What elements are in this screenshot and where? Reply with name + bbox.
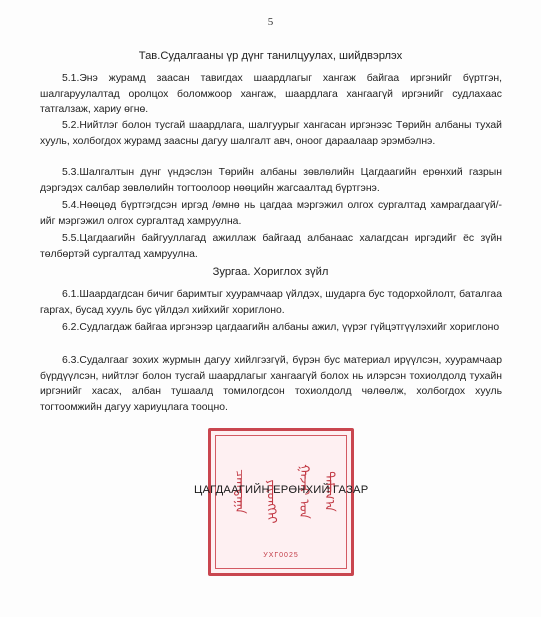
section-heading-5: Тав.Судалгааны үр дүнг танилцуулах, шийдвэрлэх [138, 50, 403, 62]
paragraph-5-5: 5.5.Цагдаагийн байгууллагад ажиллаж байгаад албанаас халагдсан иргэдийг ёс зүйн төлбөртэй сургалтад хамруулна. [40, 233, 502, 260]
section-heading-6: Зургаа. Хориглох зүйл [212, 266, 329, 278]
official-stamp [208, 428, 354, 576]
signature-organization: ЦАГДААГИЙН ЕРӨНХИЙ ГАЗАР [194, 484, 369, 496]
paragraph-6-3: 6.3.Судалгааг зохих журмын дагуу хийлгэзгүй, бүрэн бус материал ирүүлсэн, хуурамчаар бүрдүүлсэн, нийтлэг болон тусгай шаардлагыг хангаагүй болох нь илэрсэн тохиолдолд тухайн иргэнийг хасах, албан тушаалд томилогдсон тохиолдолд чөлөөлж, холбогдох хууль тогтоомжийн дагуу хариуцлага тооцно. [40, 355, 502, 413]
paragraph-6-2: 6.2.Судлагдаж байгаа иргэнээр цагдаагийн албаны ажил, үүрэг гүйцэтгүүлэхийг хориглоно [62, 322, 500, 333]
stamp-code: УХГ0025 [263, 552, 299, 559]
paragraph-5-3: 5.3.Шалгалтын дүнг үндэслэн Төрийн албаны зөвлөлийн Цагдаагийн ерөнхий газрын дэргэдэх салбар зөвлөлийн тогтоолоор нөөцийн жагсаалтад бүртгэнэ. [40, 167, 502, 194]
paragraph-5-2: 5.2.Нийтлэг болон тусгай шаардлага, шалгуурыг хангасан иргэнээс Төрийн албаны тухай хууль, холбогдох журамд заасны дагуу шалгалт авч, оноог дараалаар эрэмбэлнэ. [40, 120, 502, 147]
stamp-script-column: ᠲᠠᠮᠠᠭ᠎ᠠ [321, 470, 337, 512]
paragraph-5-1: 5.1.Энэ журамд заасан тавигдах шаардлагыг хангаж байгаа иргэнийг бүртгэн, шалгаруулалтад оролцох боломжоор хангаж, шаардлага хангаагүй иргэнийг судлахаас татгалзаж, хариу өгнө. [40, 73, 502, 116]
stamp-script-column: ᠶᠡᠷᠦᠩᠬᠡᠢ [263, 479, 279, 523]
stamp-script-column: ᠭᠠᠵᠠᠷ ᠤᠨ [295, 463, 311, 519]
paragraph-6-1: 6.1.Шаардагдсан бичиг баримтыг хуурамчаар үйлдэх, шударга бус тодорхойлолт, баталгаа гаргах, бусад хууль бус үйлдэл хийхийг хориглоно. [40, 289, 502, 316]
page-number: 5 [267, 16, 274, 28]
paragraph-5-4: 5.4.Нөөцөд бүртгэгдсэн иргэд /өмнө нь цагдаа мэргэжил олгох сургалтад хамрагдаагүй/-ийг мэргэжил олгох сургалтад хамруулна. [40, 200, 502, 227]
stamp-script-column: ᠴᠠᠭᠳᠠᠭᠠ [231, 468, 247, 514]
